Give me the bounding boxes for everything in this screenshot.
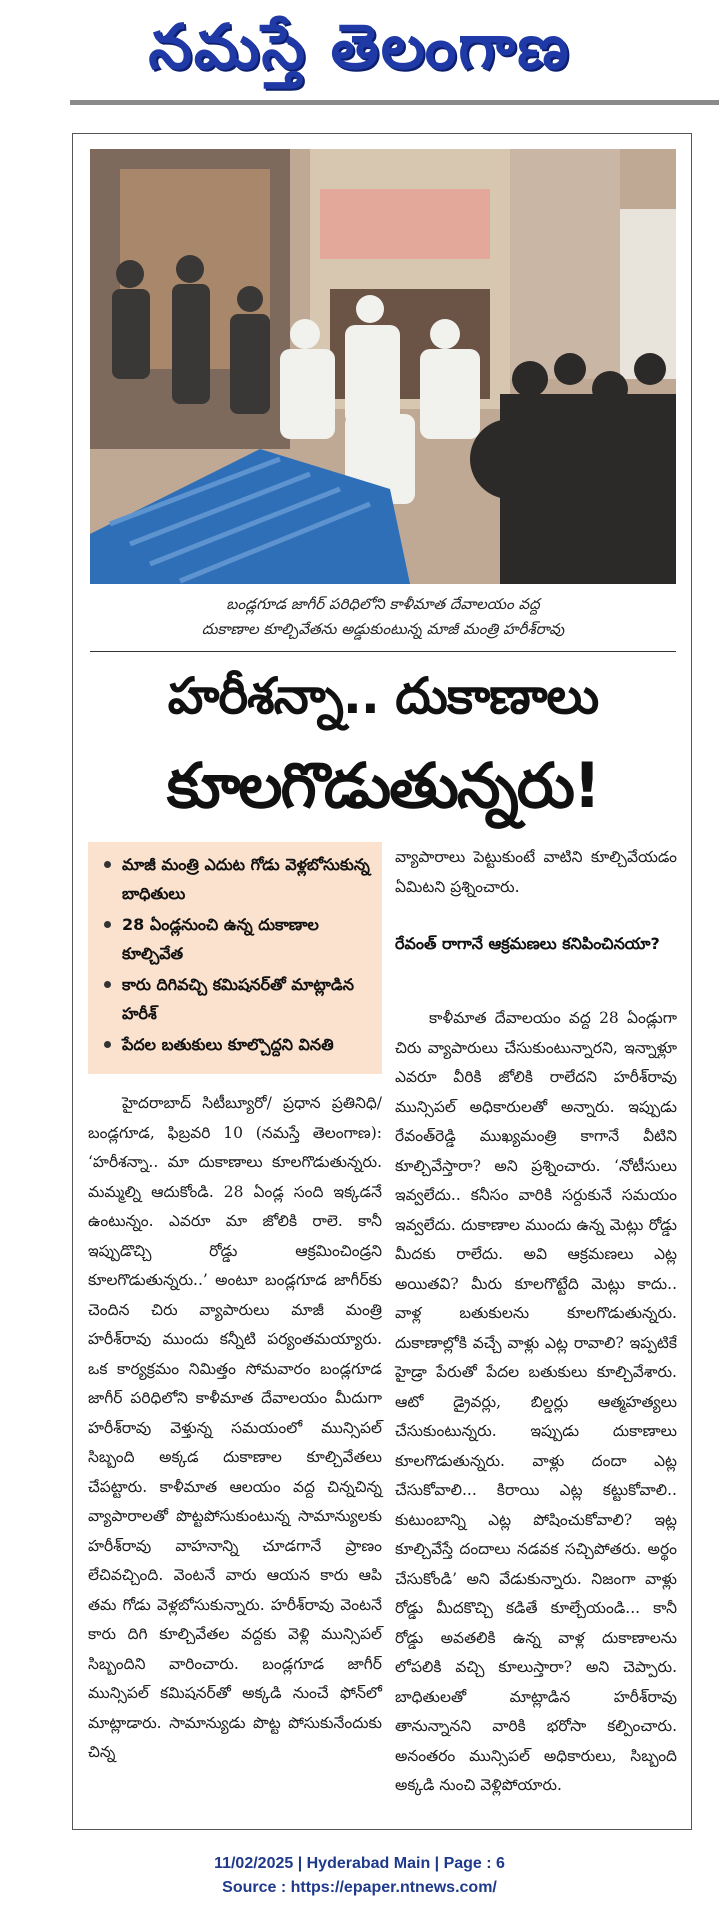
caption-line-1: బండ్లగూడ జాగీర్‌ పరిధిలోని కాళీమాత దేవాలయం వద్ద [226,595,540,613]
masthead-rule [70,100,719,105]
news-photo [90,149,676,584]
sub-heading: రేవంత్‌ రాగానే ఆక్రమణలు కనిపించినయా? [395,934,660,953]
highlight-item: మాజీ మంత్రి ఎదుట గోడు వెళ్లబోసుకున్న బాధితులు [100,850,374,908]
caption-line-2: దుకాణాల కూల్చివేతను అడ్డుకుంటున్న మాజీ మంత్రి హరీశ్‌రావు [201,620,565,638]
caption-divider [90,651,676,652]
headline-line-1: హరీశన్నా.. దుకాణాలు [167,667,599,725]
footer-edition-info: 11/02/2025 | Hyderabad Main | Page : 6 [214,1855,505,1872]
article-clipping [72,133,692,1830]
article-body-left [88,1089,382,1768]
footer-source-link[interactable]: Source : https://epaper.ntnews.com/ [222,1879,497,1896]
body-right-top-text: వ్యాపారాలు పెట్టుకుంటే వాటిని కూల్చివేయడం ఏమిటని ప్రశ్నించారు. [395,848,677,896]
headline-line-2: కూలగొడుతున్నరు! [166,749,600,822]
article-body-right [395,1004,677,1801]
highlights-box [88,842,382,1074]
body-right-text: కాళీమాత దేవాలయం వద్ద 28 ఏండ్లుగా చిరు వ్యాపారులు చేసుకుంటున్నారని, ఇన్నాళ్లూ ఎవరూ వీరికి జోలికి రాలేదని హరీశ్‌రావు మున్సిపల్‌ అధికారులతో అన్నారు. ఇప్పుడు రేవంత్‌రెడ్డి ముఖ్యమంత్రి కాగానే వీటిని కూల్చివేస్తారా? అని ప్రశ్నించారు. ‘నోటీసులు ఇవ్వలేదు.. కనీసం వారికి సర్దుకునే సమయం ఇవ్వలేదు. దుకాణాల ముందు ఉన్న మెట్లు రోడ్డు మీదకు రాలేదు. అవి ఆక్రమణలు ఎట్ల అయితవి? మీరు కూలగొట్టేది మెట్లు కాదు.. వాళ్ల బతుకులను కూలగొడుతున్నరు. దుకాణాల్లోకి వచ్చే వాళ్లు ఎట్ల రావాలి? ఇప్పటికే హైడ్రా పేరుతో పేదల బతుకులు కూల్చివేశారు. ఆటో డ్రైవర్లు, బిల్డర్లు ఆత్మహత్యలు చేసుకుంటున్నరు. ఇప్పుడు దుకాణాలు కూలగొడుతున్నరు. వాళ్లు దందా ఎట్ల చేసుకోవాలి... కిరాయి ఎట్ల కట్టుకోవాలి.. కుటుంబాన్ని ఎట్ల పోషించుకోవాలి? ఇట్ల కూల్చివేస్తే దందాలు నడవక సచ్చిపోతరు. అర్థం చేసుకోండి’ అని వేడుకున్నారు. నిజంగా వాళ్లు రోడ్డు మీదకొచ్చి కడితే కూల్చేయండి... కానీ రోడ్డు అవతలికి ఉన్న వాళ్ల దుకాణాలను లోపలికి వచ్చి కూలుస్తారా? అని చెప్పారు. బాధితులతో మాట్లాడిన హరీశ్‌రావు తానున్నానని వారికి భరోసా కల్పించారు. అనంతరం మున్సిపల్‌ అధికారులు, సిబ్బంది అక్కడి నుంచి వెళ్లిపోయారు. [395,1009,677,1794]
photo-caption [90,592,676,642]
photo-illustration [90,149,676,584]
masthead-title: నమస్తే తెలంగాణ [148,10,571,83]
highlight-item: పేదల బతుకులు కూల్చొద్దని వినతి [100,1030,374,1059]
body-left-text: హైదరాబాద్‌ సిటీబ్యూరో/ ప్రధాన ప్రతినిధి/బండ్లగూడ, ఫిబ్రవరి 10 (నమస్తే తెలంగాణ): ‘హరీశన్నా.. మా దుకాణాలు కూలగొడుతున్నరు. మమ్మల్ని ఆదుకోండి. 28 ఏండ్ల సంది ఇక్కడనే ఉంటున్నం. ఎవరూ మా జోలికి రాలె. కానీ ఇప్పుడొచ్చి రోడ్డు ఆక్రమించిండ్రని కూలగొడుతున్నరు..’ అంటూ బండ్లగూడ జాగీర్‌కు చెందిన చిరు వ్యాపారులు మాజీ మంత్రి హరీశ్‌రావు ముందు కన్నీటి పర్యంతమయ్యారు. ఒక కార్యక్రమం నిమిత్తం సోమవారం బండ్లగూడ జాగీర్‌ పరిధిలోని కాళీమాత దేవాలయం మీదుగా హరీశ్‌రావు వెళ్తున్న సమయంలో మున్సిపల్‌ సిబ్బంది అక్కడ దుకాణాల కూల్చివేతలు చేపట్టారు. కాళీమాత ఆలయం వద్ద చిన్నచిన్న వ్యాపారాలతో పొట్టపోసుకుంటున్న సామాన్యులకు హరీశ్‌రావు వాహనాన్ని చూడగానే ప్రాణం లేచివచ్చింది. వెంటనే వారు ఆయన కారు ఆపి తమ గోడు వెళ్లబోసుకున్నారు. హరీశ్‌రావు వెంటనే కారు దిగి కూల్చివేతల వద్దకు వెళ్లి మున్సిపల్‌ సిబ్బందిని వారించారు. బండ్లగూడ జాగీర్‌ మున్సిపల్‌ కమిషనర్‌తో అక్కడి నుంచే ఫోన్‌లో మాట్లాడారు. సామాన్యుడు పొట్ట పోసుకునేందుకు చిన్న [88,1094,382,1761]
article-body-right-top [395,843,677,902]
masthead [0,0,719,100]
highlight-item: 28 ఏండ్లనుంచి ఉన్న దుకాణాల కూల్చివేత [100,910,374,968]
highlight-item: కారు దిగివచ్చి కమిషనర్‌తో మాట్లాడిన హరీశ్‌ [100,970,374,1028]
